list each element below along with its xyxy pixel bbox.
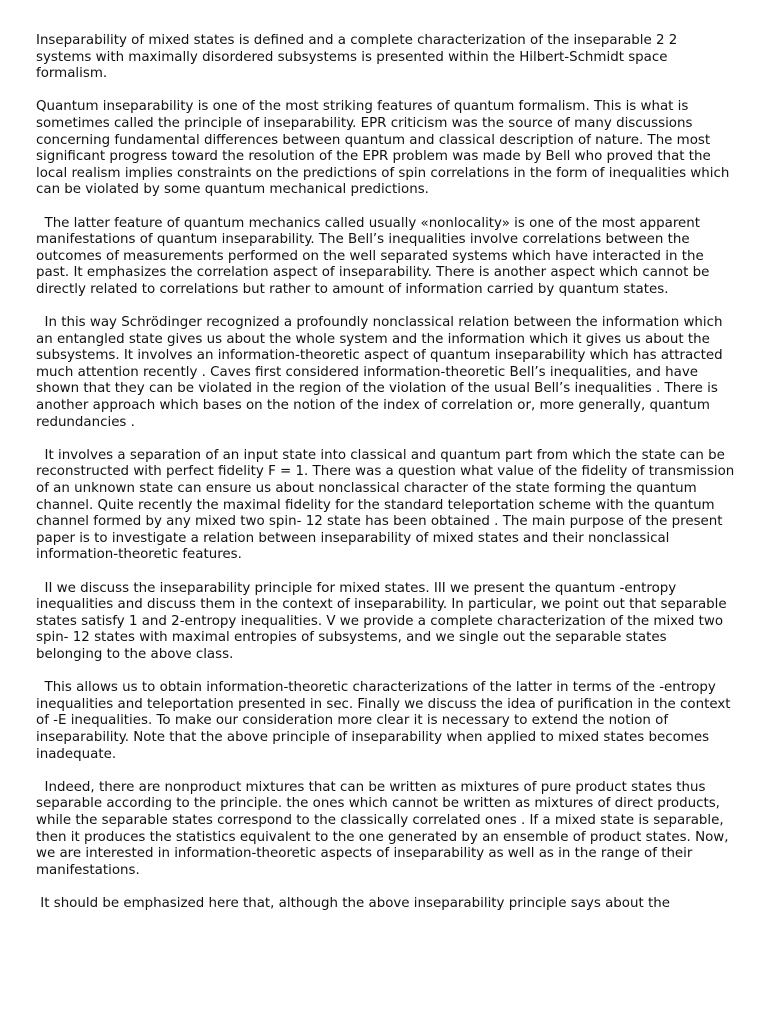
paragraph-nonlocality: The latter feature of quantum mechanics called usually «nonlocality» is one of the most apparent manifestations of quantum inseparability. The Bell’s inequalities involve correlations between the outcomes of measurements performed on the well separated systems which have interacted in the past. It emphasizes the correlation aspect of inseparability. There is another aspect which cannot be directly related to correlations but rather to amount of information carried by quantum states. (36, 215, 714, 297)
paragraph-separable-states: Indeed, there are nonproduct mixtures that can be written as mixtures of pure product states thus separable according to the principle. the ones which cannot be written as mixtures of direct products, while the separable states correspond to the classically correlated ones . If a mixed state is separable, then it produces the statistics equivalent to the one generated by an ensemble of product states. Now, we are interested in information-theoretic aspects of inseparability as well as in the range of their manifestations. (36, 779, 733, 878)
paragraph-emphasis: It should be emphasized here that, although the above inseparability principle says about the (36, 895, 670, 911)
document-body (36, 33, 739, 929)
paragraph-purification: This allows us to obtain information-theoretic characterizations of the latter in terms of the -entropy inequalities and teleportation presented in sec. Finally we discuss the idea of purification in the context of -E inequalities. To make our consideration more clear it is necessary to extend the notion of inseparability. Note that the above principle of inseparability when applied to mixed states becomes inadequate. (36, 680, 735, 762)
paragraph-abstract: Inseparability of mixed states is defined and a complete characterization of the inseparable 2 2 systems with maximally disordered subsystems is presented within the Hilbert-Schmidt space formalism. (36, 33, 682, 82)
paragraph-schrodinger: In this way Schrödinger recognized a profoundly nonclassical relation between the information which an entangled state gives us about the whole system and the information which it gives us about the subsystems. It involves an information-theoretic aspect of quantum inseparability which has attracted much attention recently . Caves first considered information-theoretic Bell’s inequalities, and have shown that they can be violated in the region of the violation of the usual Bell’s inequalities . There is another approach which bases on the notion of the index of correlation or, more generally, quantum redundancies . (36, 315, 727, 430)
paragraph-teleportation: It involves a separation of an input state into classical and quantum part from which the state can be reconstructed with perfect fidelity F = 1. There was a question what value of the fidelity of transmission of an unknown state can ensure us about nonclassical character of the state forming the quantum channel. Quite recently the maximal fidelity for the standard teleportation scheme with the quantum channel formed by any mixed two spin- 12 state has been obtained . The main purpose of the present paper is to investigate a relation between inseparability of mixed states and their nonclassical information-theoretic features. (36, 447, 739, 563)
paragraph-introduction: Quantum inseparability is one of the most striking features of quantum formalism. This is what is sometimes called the principle of inseparability. EPR criticism was the source of many discussions concerning fundamental differences between quantum and classical description of nature. The most significant progress toward the resolution of the EPR problem was made by Bell who proved that the local realism implies constraints on the predictions of spin correlations in the form of inequalities which can be violated by some quantum mechanical predictions. (36, 99, 734, 198)
paragraph-outline: II we discuss the inseparability principle for mixed states. III we present the quantum -entropy inequalities and discuss them in the context of inseparability. In particular, we point out that separable states satisfy 1 and 2-entropy inequalities. V we provide a complete characterization of the mixed two spin- 12 states with maximal entropies of subsystems, and we single out the separable states belonging to the above class. (36, 580, 731, 662)
